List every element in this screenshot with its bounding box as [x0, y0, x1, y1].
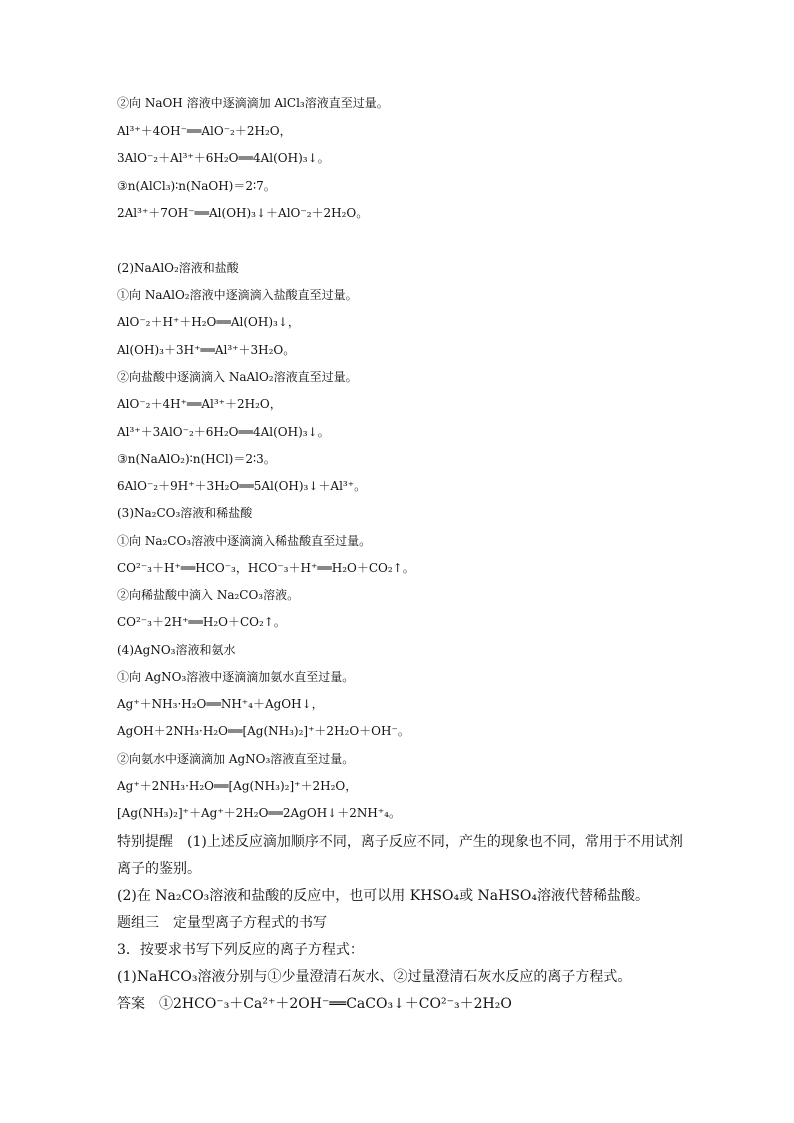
text-line: Ag⁺＋2NH₃·H₂O══[Ag(NH₃)₂]⁺＋2H₂O，	[117, 779, 358, 793]
answer-line: 答案 ①2HCO⁻₃＋Ca²⁺＋2OH⁻══CaCO₃↓＋CO²⁻₃＋2H₂O	[117, 996, 512, 1012]
text-line: ②向 NaOH 溶液中逐滴滴加 AlCl₃溶液直至过量。	[117, 96, 389, 110]
text-line: Al³⁺＋4OH⁻══AlO⁻₂＋2H₂O，	[117, 124, 292, 138]
text-line: CO²⁻₃＋2H⁺══H₂O＋CO₂↑。	[117, 615, 286, 629]
text-line: 特别提醒 (1)上述反应滴加顺序不同，离子反应不同，产生的现象也不同，常用于不用试剂	[117, 834, 683, 850]
text-line: AlO⁻₂＋H⁺＋H₂O══Al(OH)₃↓，	[117, 315, 300, 329]
text-line: (2)NaAlO₂溶液和盐酸	[117, 261, 239, 275]
text-line: ②向氨水中逐滴滴加 AgNO₃溶液直至过量。	[117, 752, 355, 766]
section-heading: 题组三 定量型离子方程式的书写	[117, 915, 327, 931]
text-line: (1)NaHCO₃溶液分别与①少量澄清石灰水、②过量澄清石灰水反应的离子方程式。	[117, 969, 632, 985]
question-title: 3．按要求书写下列反应的离子方程式：	[117, 942, 364, 958]
text-line: Al(OH)₃＋3H⁺══Al³⁺＋3H₂O。	[117, 343, 296, 357]
text-line: Al³⁺＋3AlO⁻₂＋6H₂O══4Al(OH)₃↓。	[117, 425, 330, 439]
text-line: 6AlO⁻₂＋9H⁺＋3H₂O══5Al(OH)₃↓＋Al³⁺。	[117, 479, 367, 493]
text-line: Ag⁺＋NH₃·H₂O══NH⁺₄＋AgOH↓，	[117, 697, 324, 711]
text-line: ③n(AlCl₃)∶n(NaOH)＝2∶7。	[117, 179, 276, 193]
text-line: ②向稀盐酸中滴入 Na₂CO₃溶液。	[117, 588, 300, 602]
text-line: 离子的鉴别。	[117, 861, 201, 877]
text-line: (2)在 Na₂CO₃溶液和盐酸的反应中，也可以用 KHSO₄或 NaHSO₄溶液代替稀盐酸。	[117, 888, 650, 904]
text-line: AgOH＋2NH₃·H₂O══[Ag(NH₃)₂]⁺＋2H₂O＋OH⁻。	[117, 724, 410, 738]
text-line: (4)AgNO₃溶液和氨水	[117, 643, 236, 657]
text-line: (3)Na₂CO₃溶液和稀盐酸	[117, 506, 253, 520]
text-line: ①向 NaAlO₂溶液中逐滴滴入盐酸直至过量。	[117, 288, 358, 302]
text-line: ③n(NaAlO₂)∶n(HCl)＝2∶3。	[117, 452, 276, 466]
text-line: ②向盐酸中逐滴滴入 NaAlO₂溶液直至过量。	[117, 370, 358, 384]
text-line: ①向 AgNO₃溶液中逐滴滴加氨水直至过量。	[117, 670, 355, 684]
text-line: 3AlO⁻₂＋Al³⁺＋6H₂O══4Al(OH)₃↓。	[117, 151, 330, 165]
text-line: AlO⁻₂＋4H⁺══Al³⁺＋2H₂O，	[117, 397, 282, 411]
text-line: CO²⁻₃＋H⁺══HCO⁻₃，HCO⁻₃＋H⁺══H₂O＋CO₂↑。	[117, 561, 415, 575]
text-line: [Ag(NH₃)₂]⁺＋Ag⁺＋2H₂O══2AgOH↓＋2NH⁺₄。	[117, 806, 401, 820]
text-line: ①向 Na₂CO₃溶液中逐滴滴入稀盐酸直至过量。	[117, 534, 372, 548]
text-line: 2Al³⁺＋7OH⁻══Al(OH)₃↓＋AlO⁻₂＋2H₂O。	[117, 206, 369, 220]
